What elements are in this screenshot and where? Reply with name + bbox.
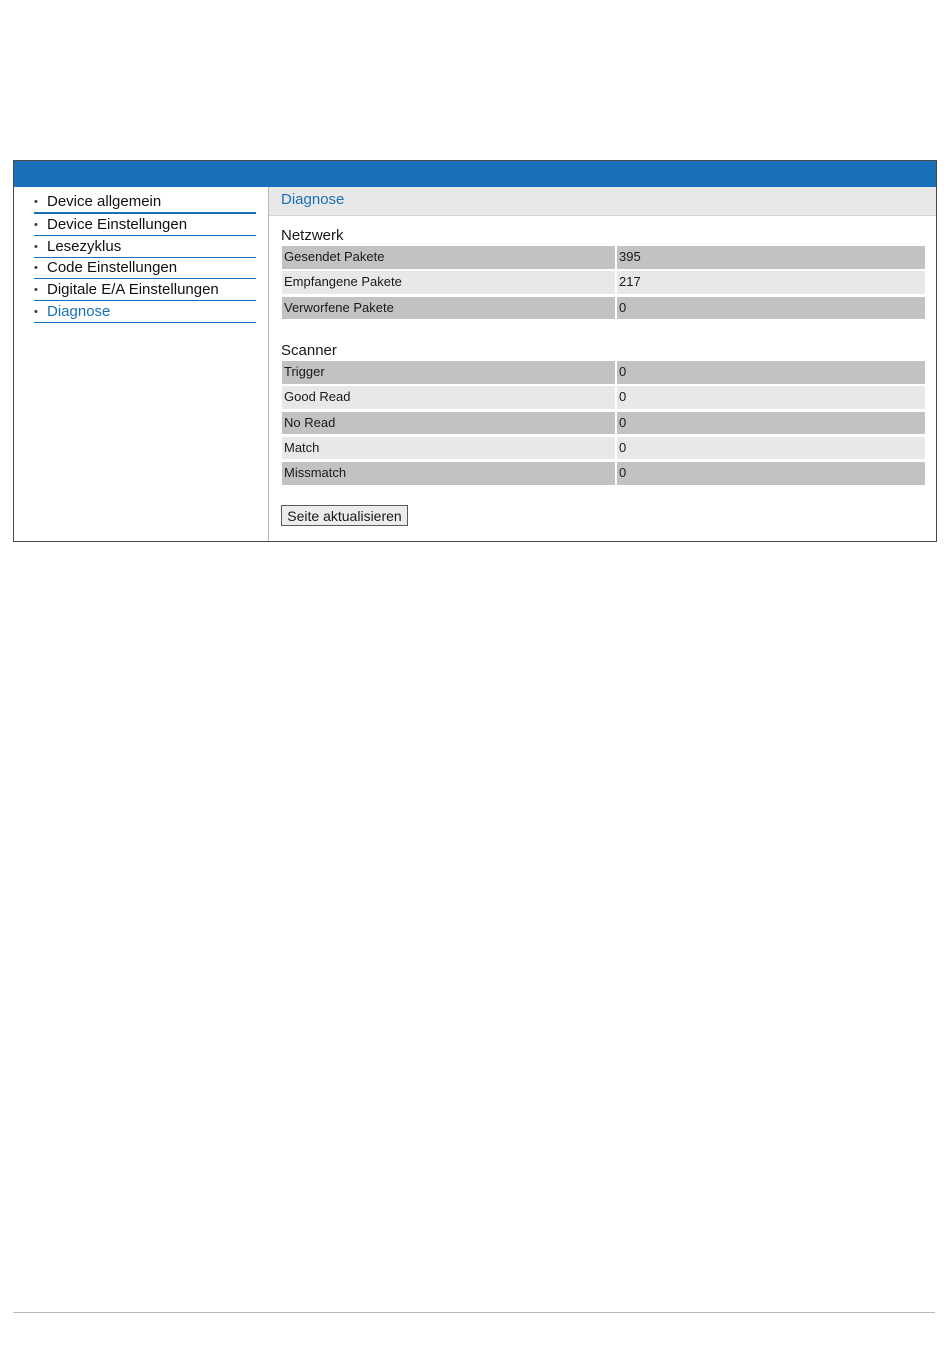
web-interface-frame: [13, 160, 937, 542]
row-value: 217: [617, 271, 925, 294]
row-label: Match: [282, 437, 615, 460]
footer-divider: [13, 1312, 935, 1313]
table-row: [282, 246, 925, 269]
row-label: Trigger: [282, 361, 615, 384]
sidebar-item-code-einstellungen[interactable]: [34, 258, 256, 279]
row-label: Missmatch: [282, 462, 615, 485]
refresh-page-button[interactable]: Seite aktualisieren: [281, 505, 408, 526]
bullet-icon: •: [34, 240, 38, 253]
sidebar-item-label: Digitale E/A Einstellungen: [47, 281, 219, 299]
network-section-title: Netzwerk: [281, 227, 344, 244]
bullet-icon: •: [34, 305, 38, 318]
top-header-bar: [14, 161, 936, 187]
network-table: [282, 246, 925, 322]
row-value: 395: [617, 246, 925, 269]
row-value: 0: [617, 412, 925, 435]
sidebar-item-label: Device Einstellungen: [47, 215, 188, 233]
table-row: [282, 412, 925, 435]
row-label: Good Read: [282, 386, 615, 409]
row-value: 0: [617, 297, 925, 320]
sidebar-item-label: Diagnose: [47, 302, 111, 320]
bullet-icon: •: [34, 284, 38, 297]
row-value: 0: [617, 361, 925, 384]
sidebar-nav: [34, 192, 256, 324]
sidebar-item-diagnose[interactable]: [34, 302, 256, 323]
row-value: 0: [617, 386, 925, 409]
sidebar-item-digitale-ea-einstellungen[interactable]: [34, 280, 256, 301]
table-row: [282, 271, 925, 294]
row-label: Empfangene Pakete: [282, 271, 615, 294]
row-label: No Read: [282, 412, 615, 435]
sidebar-item-label: Code Einstellungen: [47, 259, 178, 277]
main-content: [269, 187, 936, 541]
table-row: [282, 437, 925, 460]
scanner-table: [282, 361, 925, 487]
page-title: Diagnose: [281, 191, 345, 208]
bullet-icon: •: [34, 262, 38, 275]
row-label: Verworfene Pakete: [282, 297, 615, 320]
row-value: 0: [617, 462, 925, 485]
bullet-icon: •: [34, 218, 38, 231]
table-row: [282, 386, 925, 409]
bullet-icon: •: [34, 196, 38, 208]
row-value: 0: [617, 437, 925, 460]
sidebar-item-device-einstellungen[interactable]: [34, 215, 256, 236]
sidebar-item-label: Device allgemein: [47, 193, 162, 210]
table-row: [282, 462, 925, 485]
table-row: [282, 297, 925, 320]
sidebar-item-device-allgemein[interactable]: [34, 192, 256, 214]
page-heading-bar: [269, 187, 936, 216]
row-label: Gesendet Pakete: [282, 246, 615, 269]
scanner-section-title: Scanner: [281, 342, 337, 359]
table-row: [282, 361, 925, 384]
sidebar-item-label: Lesezyklus: [47, 237, 122, 255]
sidebar-item-lesezyklus[interactable]: [34, 237, 256, 258]
sidebar: [14, 187, 269, 541]
